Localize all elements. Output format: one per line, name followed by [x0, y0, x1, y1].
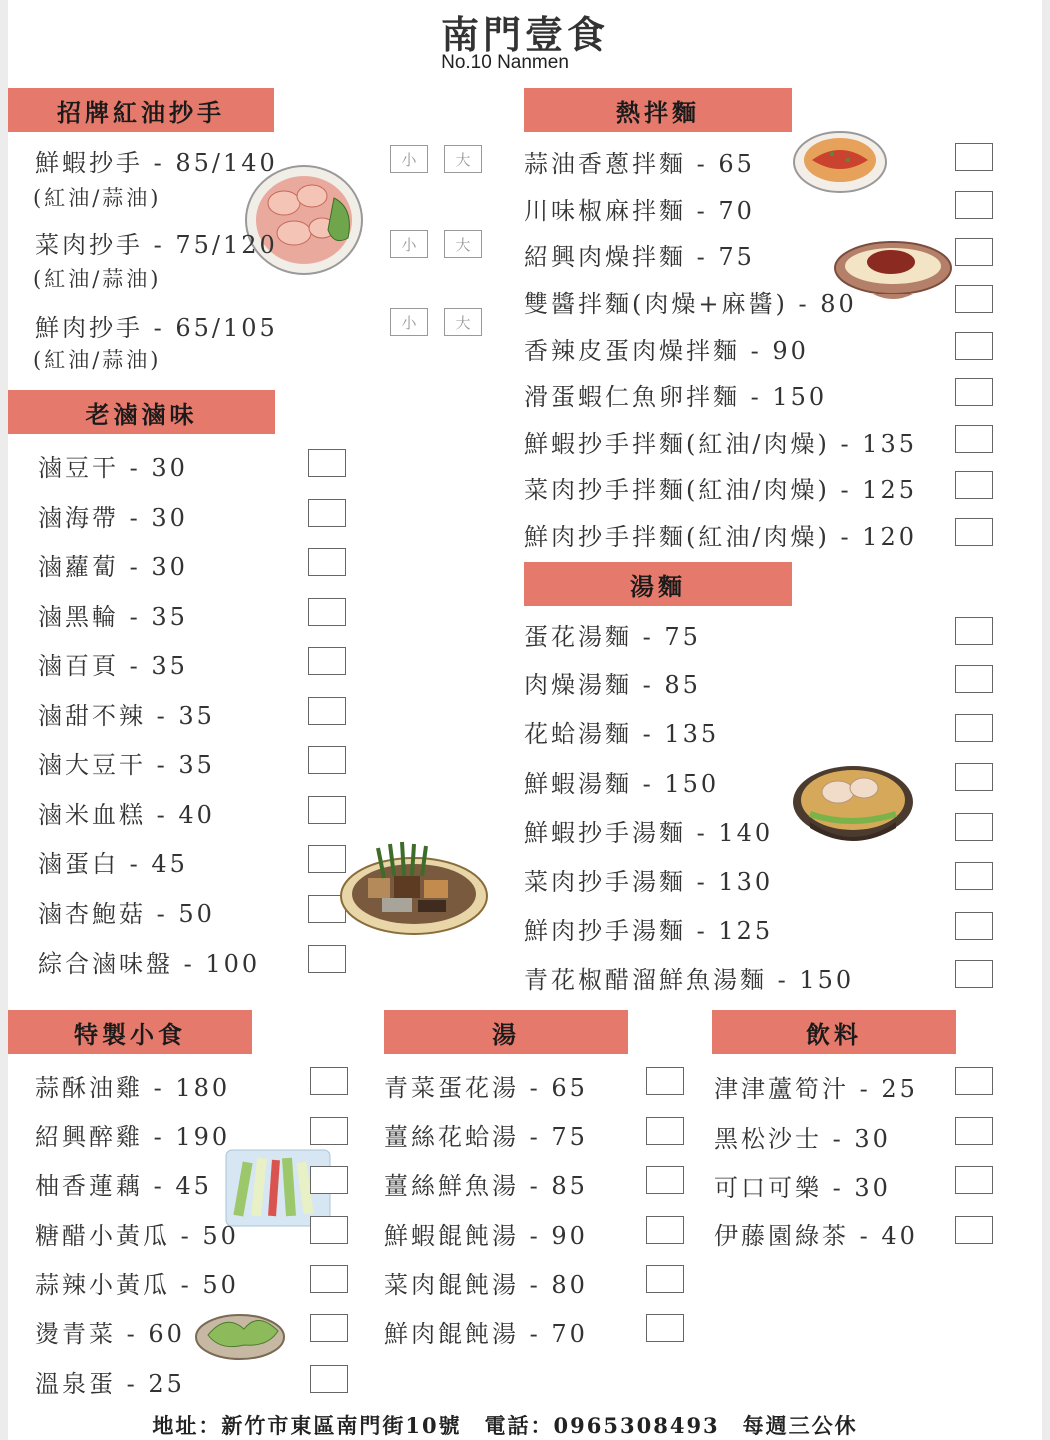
order-checkbox[interactable] [646, 1117, 684, 1145]
menu-item: 滷米血糕 - 40 [38, 801, 215, 829]
menu-item: 鮮蝦抄手湯麵 - 140 [524, 819, 774, 847]
menu-item: 花蛤湯麵 - 135 [524, 720, 720, 748]
menu-item: 薑絲花蛤湯 - 75 [384, 1123, 588, 1151]
order-checkbox[interactable] [308, 945, 346, 973]
order-checkbox[interactable] [955, 714, 993, 742]
order-checkbox[interactable] [308, 449, 346, 477]
menu-item: 鮮肉抄手 - 65/105 [35, 314, 278, 342]
menu-item: 鮮蝦餛飩湯 - 90 [384, 1222, 588, 1250]
menu-item: 滷甜不辣 - 35 [38, 702, 215, 730]
menu-item: 鮮肉抄手湯麵 - 125 [524, 917, 774, 945]
menu-item: 青菜蛋花湯 - 65 [384, 1074, 588, 1102]
restaurant-title: 南門壹食 [440, 12, 609, 57]
menu-item: 滷豆干 - 30 [38, 454, 188, 482]
section-header-soups: 湯 [384, 1010, 628, 1054]
menu-item: 滷蘿蔔 - 30 [38, 553, 188, 581]
order-checkbox[interactable] [955, 238, 993, 266]
order-checkbox[interactable] [955, 425, 993, 453]
order-checkbox[interactable] [310, 1216, 348, 1244]
order-checkbox[interactable] [955, 1216, 993, 1244]
order-checkbox[interactable] [955, 665, 993, 693]
menu-item: 溫泉蛋 - 25 [35, 1370, 185, 1398]
menu-item: 滷海帶 - 30 [38, 504, 188, 532]
order-checkbox[interactable] [955, 471, 993, 499]
menu-item: 滷大豆干 - 35 [38, 751, 215, 779]
order-checkbox[interactable] [646, 1067, 684, 1095]
order-checkbox[interactable] [955, 518, 993, 546]
menu-item-note: (紅油/蒜油) [33, 267, 162, 291]
menu-item: 蒜辣小黃瓜 - 50 [35, 1271, 239, 1299]
menu-item: 滷百頁 - 35 [38, 652, 188, 680]
order-checkbox[interactable] [308, 548, 346, 576]
menu-item: 紹興肉燥拌麵 - 75 [524, 243, 755, 271]
menu-item: 滷黑輪 - 35 [38, 603, 188, 631]
menu-item: 雙醬拌麵(肉燥+麻醬) - 80 [524, 290, 857, 318]
left-border [0, 0, 8, 1440]
menu-item: 蒜油香蔥拌麵 - 65 [524, 150, 755, 178]
blanched-greens-image [194, 1305, 288, 1363]
menu-item: 蒜酥油雞 - 180 [35, 1074, 231, 1102]
order-checkbox[interactable] [308, 647, 346, 675]
menu-item: 菜肉抄手拌麵(紅油/肉燥) - 125 [524, 476, 917, 504]
menu-item: 滷蛋白 - 45 [38, 850, 188, 878]
order-checkbox[interactable] [955, 960, 993, 988]
order-checkbox[interactable] [310, 1067, 348, 1095]
order-checkbox[interactable] [955, 191, 993, 219]
menu-item: 黑松沙士 - 30 [714, 1125, 891, 1153]
order-checkbox[interactable] [955, 862, 993, 890]
noodle-bowl-image [792, 130, 888, 194]
size-large-checkbox[interactable]: 大 [444, 230, 482, 258]
menu-item: 鮮蝦抄手拌麵(紅油/肉燥) - 135 [524, 430, 917, 458]
order-checkbox[interactable] [955, 617, 993, 645]
menu-item: 紹興醉雞 - 190 [35, 1123, 231, 1151]
menu-item: 鮮肉餛飩湯 - 70 [384, 1320, 588, 1348]
menu-item: 肉燥湯麵 - 85 [524, 671, 701, 699]
order-checkbox[interactable] [955, 813, 993, 841]
menu-item: 可口可樂 - 30 [714, 1174, 891, 1202]
braised-platter-image [338, 838, 490, 938]
menu-item: 柚香蓮藕 - 45 [35, 1172, 212, 1200]
menu-item-note: (紅油/蒜油) [33, 186, 162, 210]
menu-item: 川味椒麻拌麵 - 70 [524, 197, 755, 225]
size-small-checkbox[interactable]: 小 [390, 308, 428, 336]
order-checkbox[interactable] [310, 1166, 348, 1194]
order-checkbox[interactable] [955, 1117, 993, 1145]
section-header-drinks: 飲料 [712, 1010, 956, 1054]
footer-info: 地址：新竹市東區南門街10號 電話：0965308493 每週三公休 [152, 1413, 858, 1438]
order-checkbox[interactable] [308, 697, 346, 725]
menu-item: 滑蛋蝦仁魚卵拌麵 - 150 [524, 383, 828, 411]
restaurant-subtitle: No.10 Nanmen [441, 52, 569, 73]
order-checkbox[interactable] [308, 796, 346, 824]
menu-item: 綜合滷味盤 - 100 [38, 950, 261, 978]
order-checkbox[interactable] [310, 1314, 348, 1342]
order-checkbox[interactable] [955, 285, 993, 313]
section-header-noodles: 熱拌麵 [524, 88, 792, 132]
menu-item: 菜肉抄手 - 75/120 [35, 231, 278, 259]
menu-item: 鮮蝦湯麵 - 150 [524, 770, 720, 798]
order-checkbox[interactable] [955, 378, 993, 406]
menu-item: 菜肉餛飩湯 - 80 [384, 1271, 588, 1299]
size-small-checkbox[interactable]: 小 [390, 145, 428, 173]
size-small-checkbox[interactable]: 小 [390, 230, 428, 258]
menu-item: 滷杏鮑菇 - 50 [38, 900, 215, 928]
menu-item: 鮮肉抄手拌麵(紅油/肉燥) - 120 [524, 523, 917, 551]
menu-item-note: (紅油/蒜油) [33, 348, 162, 372]
order-checkbox[interactable] [955, 912, 993, 940]
order-checkbox[interactable] [955, 1067, 993, 1095]
order-checkbox[interactable] [310, 1365, 348, 1393]
order-checkbox[interactable] [955, 763, 993, 791]
menu-item: 燙青菜 - 60 [35, 1320, 185, 1348]
section-header-wonton: 招牌紅油抄手 [8, 88, 274, 132]
order-checkbox[interactable] [646, 1216, 684, 1244]
section-header-soup-noodles: 湯麵 [524, 562, 792, 606]
size-large-checkbox[interactable]: 大 [444, 145, 482, 173]
soup-noodle-bowl-image [790, 762, 916, 852]
order-checkbox[interactable] [646, 1265, 684, 1293]
order-checkbox[interactable] [646, 1166, 684, 1194]
order-checkbox[interactable] [308, 499, 346, 527]
menu-item: 香辣皮蛋肉燥拌麵 - 90 [524, 337, 809, 365]
menu-item: 菜肉抄手湯麵 - 130 [524, 868, 774, 896]
menu-item: 青花椒醋溜鮮魚湯麵 - 150 [524, 966, 855, 994]
menu-item: 蛋花湯麵 - 75 [524, 623, 701, 651]
menu-item: 津津蘆筍汁 - 25 [714, 1075, 918, 1103]
menu-item: 鮮蝦抄手 - 85/140 [35, 149, 278, 177]
order-checkbox[interactable] [310, 1265, 348, 1293]
right-border [1042, 0, 1050, 1440]
order-checkbox[interactable] [955, 1166, 993, 1194]
menu-item: 薑絲鮮魚湯 - 85 [384, 1172, 588, 1200]
section-header-snacks: 特製小食 [8, 1010, 252, 1054]
order-checkbox[interactable] [308, 598, 346, 626]
section-header-braised: 老滷滷味 [8, 390, 275, 434]
order-checkbox[interactable] [955, 143, 993, 171]
menu-item: 糖醋小黃瓜 - 50 [35, 1222, 239, 1250]
order-checkbox[interactable] [310, 1117, 348, 1145]
size-large-checkbox[interactable]: 大 [444, 308, 482, 336]
order-checkbox[interactable] [955, 332, 993, 360]
order-checkbox[interactable] [308, 746, 346, 774]
order-checkbox[interactable] [646, 1314, 684, 1342]
menu-item: 伊藤園綠茶 - 40 [714, 1222, 918, 1250]
